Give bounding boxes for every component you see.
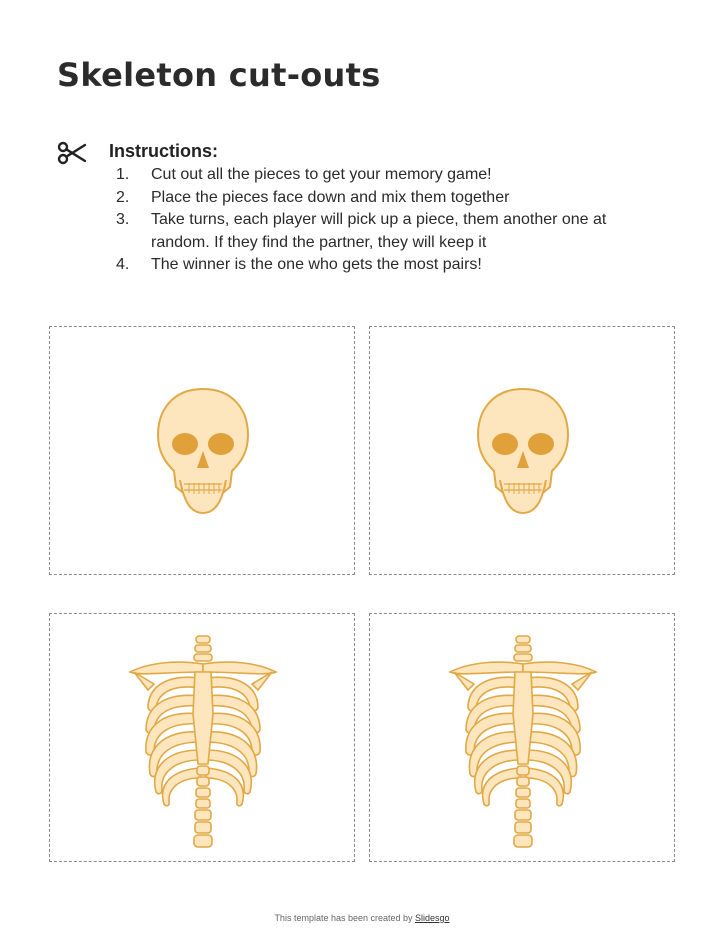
step-number: 3. [116,211,130,228]
skull-icon [50,327,356,576]
step-text: Cut out all the pieces to get your memory game! [151,166,492,183]
step-text: Place the pieces face down and mix them together [151,188,510,206]
footer-text: This template has been created by [274,913,416,923]
step-number: 4. [116,256,130,273]
skull-icon [370,327,676,576]
ribcage-card-1 [49,613,355,862]
instruction-step [109,164,669,187]
instruction-step [109,187,669,210]
step-text: Take turns, each player will pick up a piece, them another one at random. If they find the partner, they will keep it [151,211,607,251]
skull-card-2 [369,326,675,575]
scissors-icon [57,141,87,165]
page-title: Skeleton cut-outs [57,56,381,94]
ribcage-icon [370,614,676,863]
ribcage-icon [50,614,356,863]
instruction-step [109,209,669,254]
footer-credit [0,913,724,923]
step-number: 1. [116,166,130,183]
step-text: The winner is the one who gets the most pairs! [151,256,482,273]
slidesgo-link[interactable]: Slidesgo [415,913,450,923]
ribcage-card-2 [369,613,675,862]
instructions-list [109,164,669,277]
instruction-step [109,254,669,277]
step-number: 2. [116,188,130,206]
instructions-heading: Instructions: [109,141,219,161]
skull-card-1 [49,326,355,575]
